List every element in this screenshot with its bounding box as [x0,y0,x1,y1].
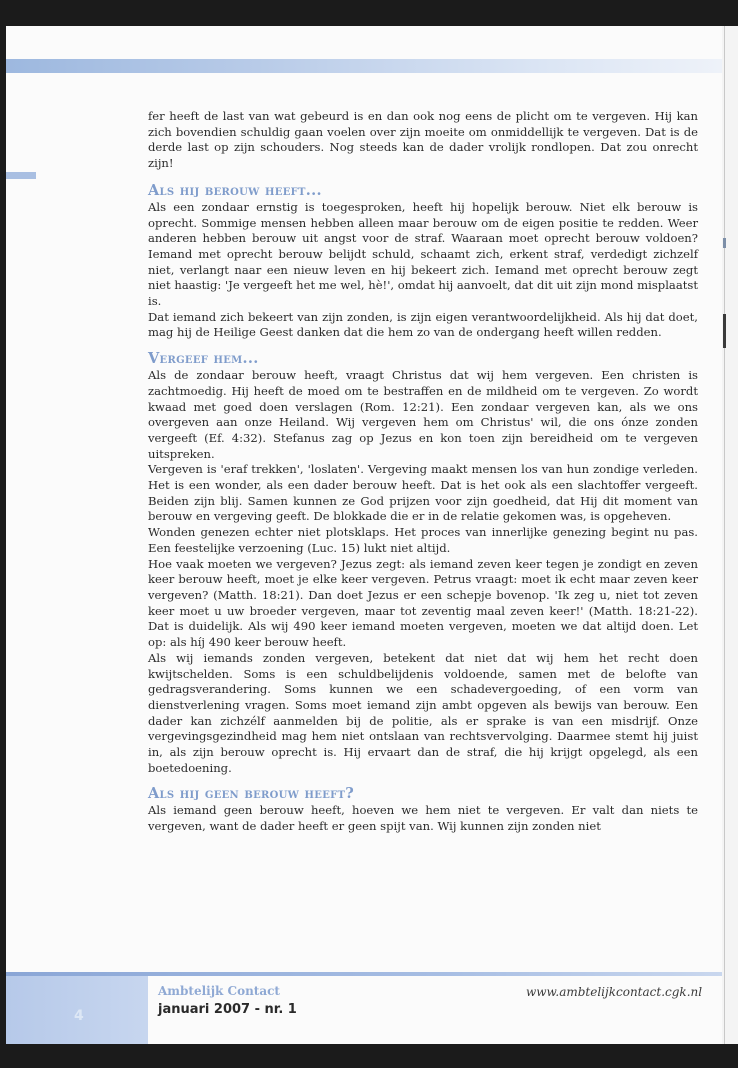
body-paragraph: Als wij iemands zonden vergeven, betekent dat niet dat wij hem het recht doen kwijtschelden. Soms is een schuldbelijdenis voldoende, samen met de belofte van gedragsverandering. Soms kunnen we een schadevergoeding, of een vorm van dienstverlening vragen. Soms moet iemand zijn ambt opgeven als bewijs van berouw. Een dader kan zichzélf aanmelden bij de politie, als er sprake is van een misdrijf. Onze vergevingsgezindheid mag hem niet ontslaan van rechtsvervolging. Daarmee stemt hij juist in, als zijn berouw oprecht is. Hij ervaart dan de straf, die hij krijgt opgelegd, als een boetedoening. [148,650,698,775]
article-body [148,109,698,835]
page-number: 4 [74,1008,84,1024]
header-color-band [6,59,722,73]
website-link[interactable]: www.ambtelijkcontact.cgk.nl [526,985,703,999]
body-paragraph: Dat iemand zich bekeert van zijn zonden, is zijn eigen verantwoordelijkheid. Als hij dat doet, mag hij de Heilige Geest danken dat die hem zo van de ondergang heeft willen redden. [148,309,698,340]
body-paragraph: Vergeven is 'eraf trekken', 'loslaten'. Vergeving maakt mensen los van hun zondige verleden. Het is een wonder, als een dader berouw heeft. Dat is het ook als een slachtoffer vergeeft. Beiden zijn blij. Samen kunnen ze God prijzen voor zijn goedheid, dat Hij dit moment van berouw en vergeving geeft. De blokkade die er in de relatie gekomen was, is opgeheven. [148,462,698,524]
page-edge-line [724,26,725,1044]
side-tab-marker [6,172,36,179]
body-paragraph: Als iemand geen berouw heeft, hoeven we hem niet te vergeven. Er valt dan niets te vergeven, want de dader heeft er geen spijt van. Wij kunnen zijn zonden niet [148,803,698,834]
edge-mark [723,314,726,348]
section-heading-geen-berouw: Als hij geen berouw heeft? [148,785,355,803]
intro-paragraph: fer heeft de last van wat gebeurd is en dan ook nog eens de plicht om te vergeven. Hij kan zich bovendien schuldig gaan voelen over zijn moeite om onmiddellijk te vergeven. Dat is de derde last op zijn schouders. Nog steeds kan de dader vrolijk rondlopen. Dat zou onrecht zijn! [148,109,698,171]
journal-title: Ambtelijk Contact [158,984,280,998]
issue-label: januari 2007 - nr. 1 [158,1002,297,1017]
body-paragraph: Wonden genezen echter niet plotsklaps. Het proces van innerlijke genezing begint nu pas. Een feestelijke verzoening (Luc. 15) lukt niet altijd. [148,525,698,555]
body-paragraph: Als de zondaar berouw heeft, vraagt Christus dat wij hem vergeven. Een christen is zachtmoedig. Hij heeft de moed om te bestraffen en de mildheid om te vergeven. Zo wordt kwaad met goed doen verslagen (Rom. 12:21). Een zondaar vergeven kan, als we ons overgeven aan onze Heiland. Wij vergeven hem om Christus' wil, die ons ónze zonden vergeeft (Ef. 4:32). Stefanus zag op Jezus en kon toen zijn bereidheid om te vergeven uitspreken. [148,368,698,461]
page-edge [722,26,738,1044]
document-page [6,26,722,1044]
edge-mark [723,238,726,248]
section-heading-berouw: Als hij berouw heeft... [148,181,322,199]
section-heading-vergeef: Vergeef hem... [148,350,259,368]
body-paragraph: Als een zondaar ernstig is toegesproken, heeft hij hopelijk berouw. Niet elk berouw is oprecht. Sommige mensen hebben alleen maar berouw om de eigen positie te redden. Weer anderen hebben berouw uit angst voor de straf. Waaraan moet oprecht berouw voldoen? Iemand met oprecht berouw belijdt schuld, schaamt zich, erkent straf, verdedigt zichzelf niet, verlangt naar een nieuw leven en hij bekeert zich. Iemand met oprecht berouw zegt niet haastig: 'Je vergeeft het me wel, hè!', omdat hij aanvoelt, dat dit uit zijn mond misplaatst is. [148,199,698,309]
body-paragraph: Hoe vaak moeten we vergeven? Jezus zegt: als iemand zeven keer tegen je zondigt en zeven keer berouw heeft, moet je elke keer vergeven. Petrus vraagt: moet ik echt maar zeven keer vergeven? (Matth. 18:21). Dan doet Jezus er een schepje bovenop. 'Ik zeg u, niet tot zeven keer moet u uw broeder vergeven, maar tot zeventig maal zeven keer!' (Matth. 18:21-22). Dat is duidelijk. Als wij 490 keer iemand moeten vergeven, moeten we dat altijd doen. Let op: als híj 490 keer berouw heeft. [148,556,698,650]
